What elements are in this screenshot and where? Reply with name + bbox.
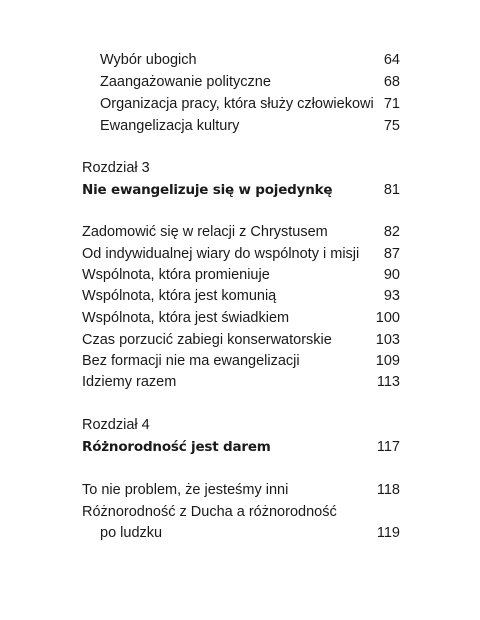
- chapter-title: Różnorodność jest darem: [82, 439, 271, 455]
- toc-entry-title: Wspólnota, która promieniuje: [82, 267, 270, 283]
- toc-entry-title: Wspólnota, która jest świadkiem: [82, 310, 290, 326]
- toc-entry-title: Wspólnota, która jest komunią: [82, 288, 277, 304]
- toc-entry-page: 71: [383, 96, 400, 112]
- toc-entry: [82, 265, 400, 285]
- toc-entry-title: Od indywidualnej wiary do wspólnoty i misji: [82, 246, 360, 262]
- toc-entry-title: Wybór ubogich: [100, 52, 197, 68]
- toc-entry: [82, 94, 400, 114]
- toc-entry-continuation: [82, 523, 400, 543]
- chapter-label: [82, 415, 400, 435]
- toc-entry-title: Bez formacji nie ma ewangelizacji: [82, 353, 300, 369]
- toc-entry-title: Ewangelizacja kultury: [100, 118, 240, 134]
- chapter-title-row: [82, 437, 400, 457]
- toc-entry-page: 93: [383, 288, 400, 304]
- chapter-title: Nie ewangelizuje się w pojedynkę: [82, 182, 333, 198]
- toc-entry-page: 118: [376, 482, 400, 498]
- toc-entry: [82, 330, 400, 350]
- toc-entry: [82, 50, 400, 70]
- toc-entry-title: To nie problem, że jesteśmy inni: [82, 482, 289, 498]
- toc-entry: [82, 351, 400, 371]
- toc-entry-page: 87: [383, 246, 400, 262]
- chapter-label-text: Rozdział 4: [82, 417, 150, 433]
- toc-entry-page: 90: [383, 267, 400, 283]
- toc-entry: [82, 222, 400, 242]
- toc-entry: [82, 308, 400, 328]
- toc-entry-page: 119: [376, 525, 400, 541]
- toc-entry-title: po ludzku: [100, 525, 163, 541]
- chapter-page: 117: [376, 439, 400, 455]
- toc-entry-page: 109: [375, 353, 400, 369]
- chapter-title-row: [82, 180, 400, 200]
- toc-entry: [82, 286, 400, 306]
- toc-entry-page: 75: [383, 118, 400, 134]
- toc-entry: [82, 116, 400, 136]
- toc-entry-title: Różnorodność z Ducha a różnorodność: [82, 504, 337, 520]
- toc-entry-page: 113: [376, 374, 400, 390]
- toc-entry: [82, 244, 400, 264]
- toc-entry-title: Zadomowić się w relacji z Chrystusem: [82, 224, 328, 240]
- toc-entry: [82, 372, 400, 392]
- chapter-label: [82, 158, 400, 178]
- toc-entry-title: Zaangażowanie polityczne: [100, 74, 271, 90]
- toc-entry-page: 103: [375, 332, 400, 348]
- toc-entry-page: 68: [383, 74, 400, 90]
- toc-entry: [82, 72, 400, 92]
- chapter-page: 81: [383, 182, 400, 198]
- toc-entry-title: Organizacja pracy, która służy człowiekowi: [100, 96, 374, 112]
- toc-entry: [82, 502, 400, 522]
- toc-entry-page: 82: [383, 224, 400, 240]
- chapter-label-text: Rozdział 3: [82, 160, 150, 176]
- toc-entry-title: Czas porzucić zabiegi konserwatorskie: [82, 332, 332, 348]
- toc-entry-title: Idziemy razem: [82, 374, 177, 390]
- toc-entry-page: 64: [383, 52, 400, 68]
- toc-entry: [82, 480, 400, 500]
- toc-entry-page: 100: [375, 310, 400, 326]
